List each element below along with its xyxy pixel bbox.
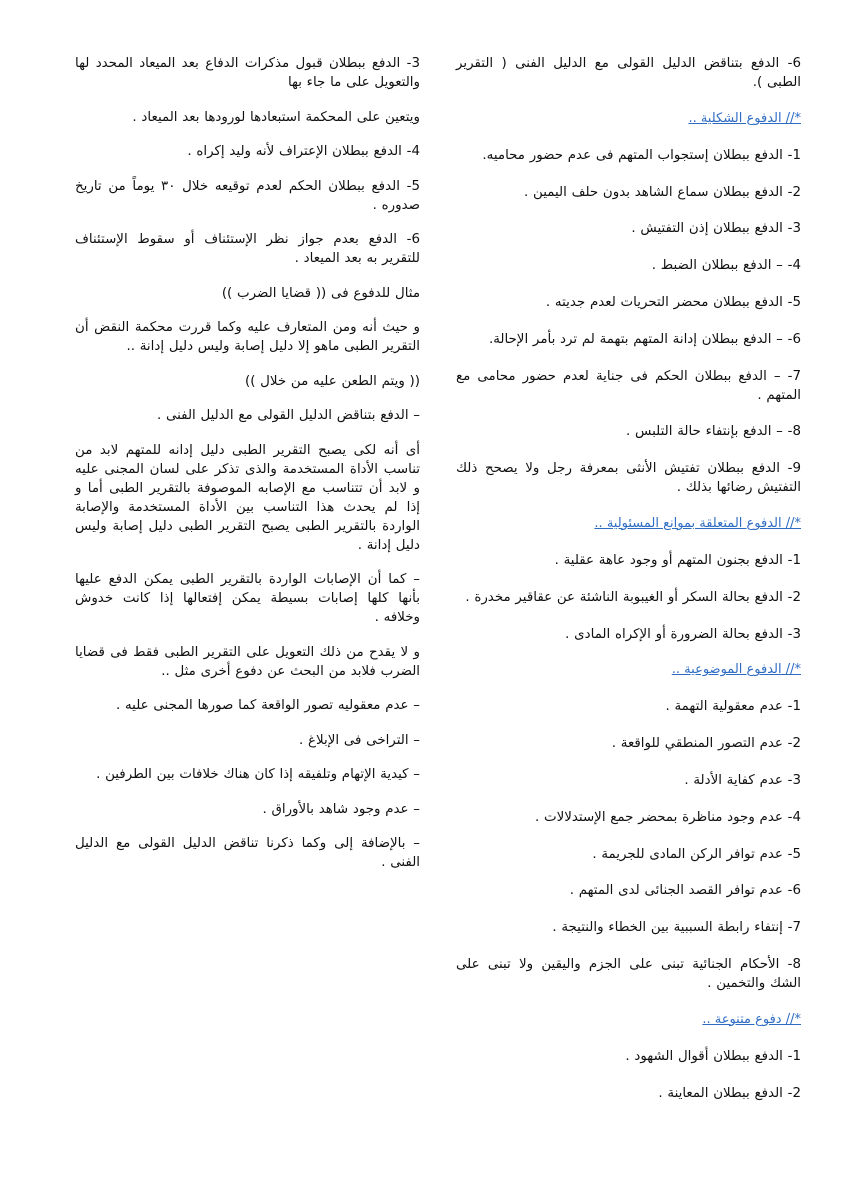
paragraph: 5- الدفع ببطلان محضر التحريات لعدم جديته . <box>545 294 801 310</box>
paragraph: و حيث أنه ومن المتعارف عليه وكما قررت محكمة النقض أن التقرير الطبى ماهو إلا دليل إصابة وليس دليل إدانة .. <box>75 320 420 354</box>
paragraph: و لا يقدح من ذلك التعويل على التقرير الطبى فقط فى قضايا الضرب فلابد من البحث عن دفوع أخرى مثل .. <box>75 644 420 679</box>
paragraph: (( ويتم الطعن عليه من خلال )) <box>244 373 420 389</box>
paragraph: 7- – الدفع ببطلان الحكم فى جناية لعدم حضور محامى مع المتهم . <box>456 368 801 403</box>
section-heading: *// الدفوع المتعلقة بموانع المسئولية .. <box>594 515 801 531</box>
paragraph: 6- الدفع بتناقض الدليل القولى مع الدليل الفنى ( التقرير الطبى ). <box>456 56 801 90</box>
paragraph: – كما أن الإصابات الواردة بالتقرير الطبى يمكن الدفع عليها بأنها كلها إصابات بسيطة يمكن إفتعالها إذا كانت خدوش وخلافه . <box>75 572 420 625</box>
paragraph: 1- الدفع ببطلان أقوال الشهود . <box>625 1048 801 1064</box>
paragraph: 5- عدم توافر الركن المادى للجريمة . <box>592 846 801 862</box>
paragraph: 5- الدفع ببطلان الحكم لعدم توقيعه خلال ٣٠ يوماً من تاريخ صدوره . <box>75 178 420 213</box>
paragraph: 8- الأحكام الجنائية تبنى على الجزم واليقين ولا تبنى على الشك والتخمين . <box>456 956 801 991</box>
paragraph: أى أنه لكى يصبح التقرير الطبى دليل إدانه للمتهم لابد من تناسب الأداة المستخدمة والذى تذكر على لسان المجنى عليه و لابد أن تتناسب مع الإصابه الموصوفة بالتقرير الطبى أما و إذا لم يحدث هذا التناسب بين الأداة المستخدمة والإصابة الواردة بالتقرير الطبى يصبح التقرير الطبى دليل إصابة وليس دليل إدانة . <box>75 442 420 553</box>
paragraph: 2- الدفع ببطلان سماع الشاهد بدون حلف اليمين . <box>524 184 801 200</box>
paragraph: 6- عدم توافر القصد الجنائى لدى المتهم . <box>569 883 801 899</box>
left-column <box>75 54 420 1200</box>
paragraph: 4- الدفع ببطلان الإعتراف لأنه وليد إكراه . <box>187 144 420 159</box>
section-heading: *// الدفوع الشكلية .. <box>688 110 801 126</box>
paragraph: 3- الدفع بحالة الضرورة أو الإكراه المادى . <box>565 626 801 642</box>
paragraph: 3- الدفع ببطلان إذن التفتيش . <box>631 221 801 237</box>
paragraph: – بالإضافة إلى وكما ذكرنا تناقض الدليل القولى مع الدليل الفنى . <box>75 836 420 870</box>
paragraph: 2- الدفع بحالة السكر أو الغيبوبة الناشئة عن عقاقير مخدرة . <box>465 589 801 605</box>
section-heading: *// الدفوع الموضوعية .. <box>671 662 801 678</box>
paragraph: 3- الدفع ببطلان قبول مذكرات الدفاع بعد الميعاد المحدد لها والتعويل على ما جاء بها <box>75 56 420 90</box>
paragraph: 2- عدم التصور المنطقي للواقعة . <box>611 736 801 752</box>
paragraph: 1- الدفع بجنون المتهم أو وجود عاهة عقلية . <box>554 552 801 568</box>
paragraph: 1- الدفع ببطلان إستجواب المتهم فى عدم حضور محاميه. <box>482 147 801 163</box>
paragraph: – الدفع بتناقض الدليل القولى مع الدليل الفنى . <box>156 408 420 423</box>
paragraph: 7- إنتفاء رابطة السببية بين الخطاء والنتيجة . <box>552 920 801 936</box>
paragraph: 6- – الدفع ببطلان إدانة المتهم بتهمة لم ترد بأمر الإحالة. <box>488 331 801 347</box>
paragraph: 8- – الدفع بإنتفاء حالة التلبس . <box>626 424 801 440</box>
paragraph: – عدم وجود شاهد بالأوراق . <box>262 801 420 817</box>
right-column <box>456 54 801 1200</box>
paragraph: ويتعين على المحكمة استبعادها لورودها بعد الميعاد . <box>132 109 420 125</box>
paragraph: – التراخى فى الإبلاغ . <box>299 732 420 748</box>
section-heading: *// دفوع متنوعة .. <box>702 1011 801 1027</box>
paragraph: 4- – الدفع ببطلان الضبط . <box>651 258 801 274</box>
paragraph: – عدم معقوليه تصور الواقعة كما صورها المجنى عليه . <box>115 698 420 713</box>
paragraph: مثال للدفوع فى (( قضايا الضرب )) <box>221 285 420 301</box>
paragraph: 9- الدفع ببطلان تفتيش الأنثى بمعرفة رجل ولا يصحح ذلك التفتيش رضائها بذلك . <box>456 461 801 496</box>
paragraph: 1- عدم معقولية التهمة . <box>665 699 801 715</box>
paragraph: – كيدية الإتهام وتلفيقه إذا كان هناك خلافات بين الطرفين . <box>96 767 420 782</box>
paragraph: 2- الدفع ببطلان المعاينة . <box>658 1085 801 1101</box>
paragraph: 3- عدم كفاية الأدلة . <box>684 772 801 788</box>
paragraph: 6- الدفع بعدم جواز نظر الإستئناف أو سقوط الإستئناف للتقرير به بعد الميعاد . <box>75 232 420 266</box>
paragraph: 4- عدم وجود مناظرة بمحضر جمع الإستدلالات . <box>535 809 801 825</box>
